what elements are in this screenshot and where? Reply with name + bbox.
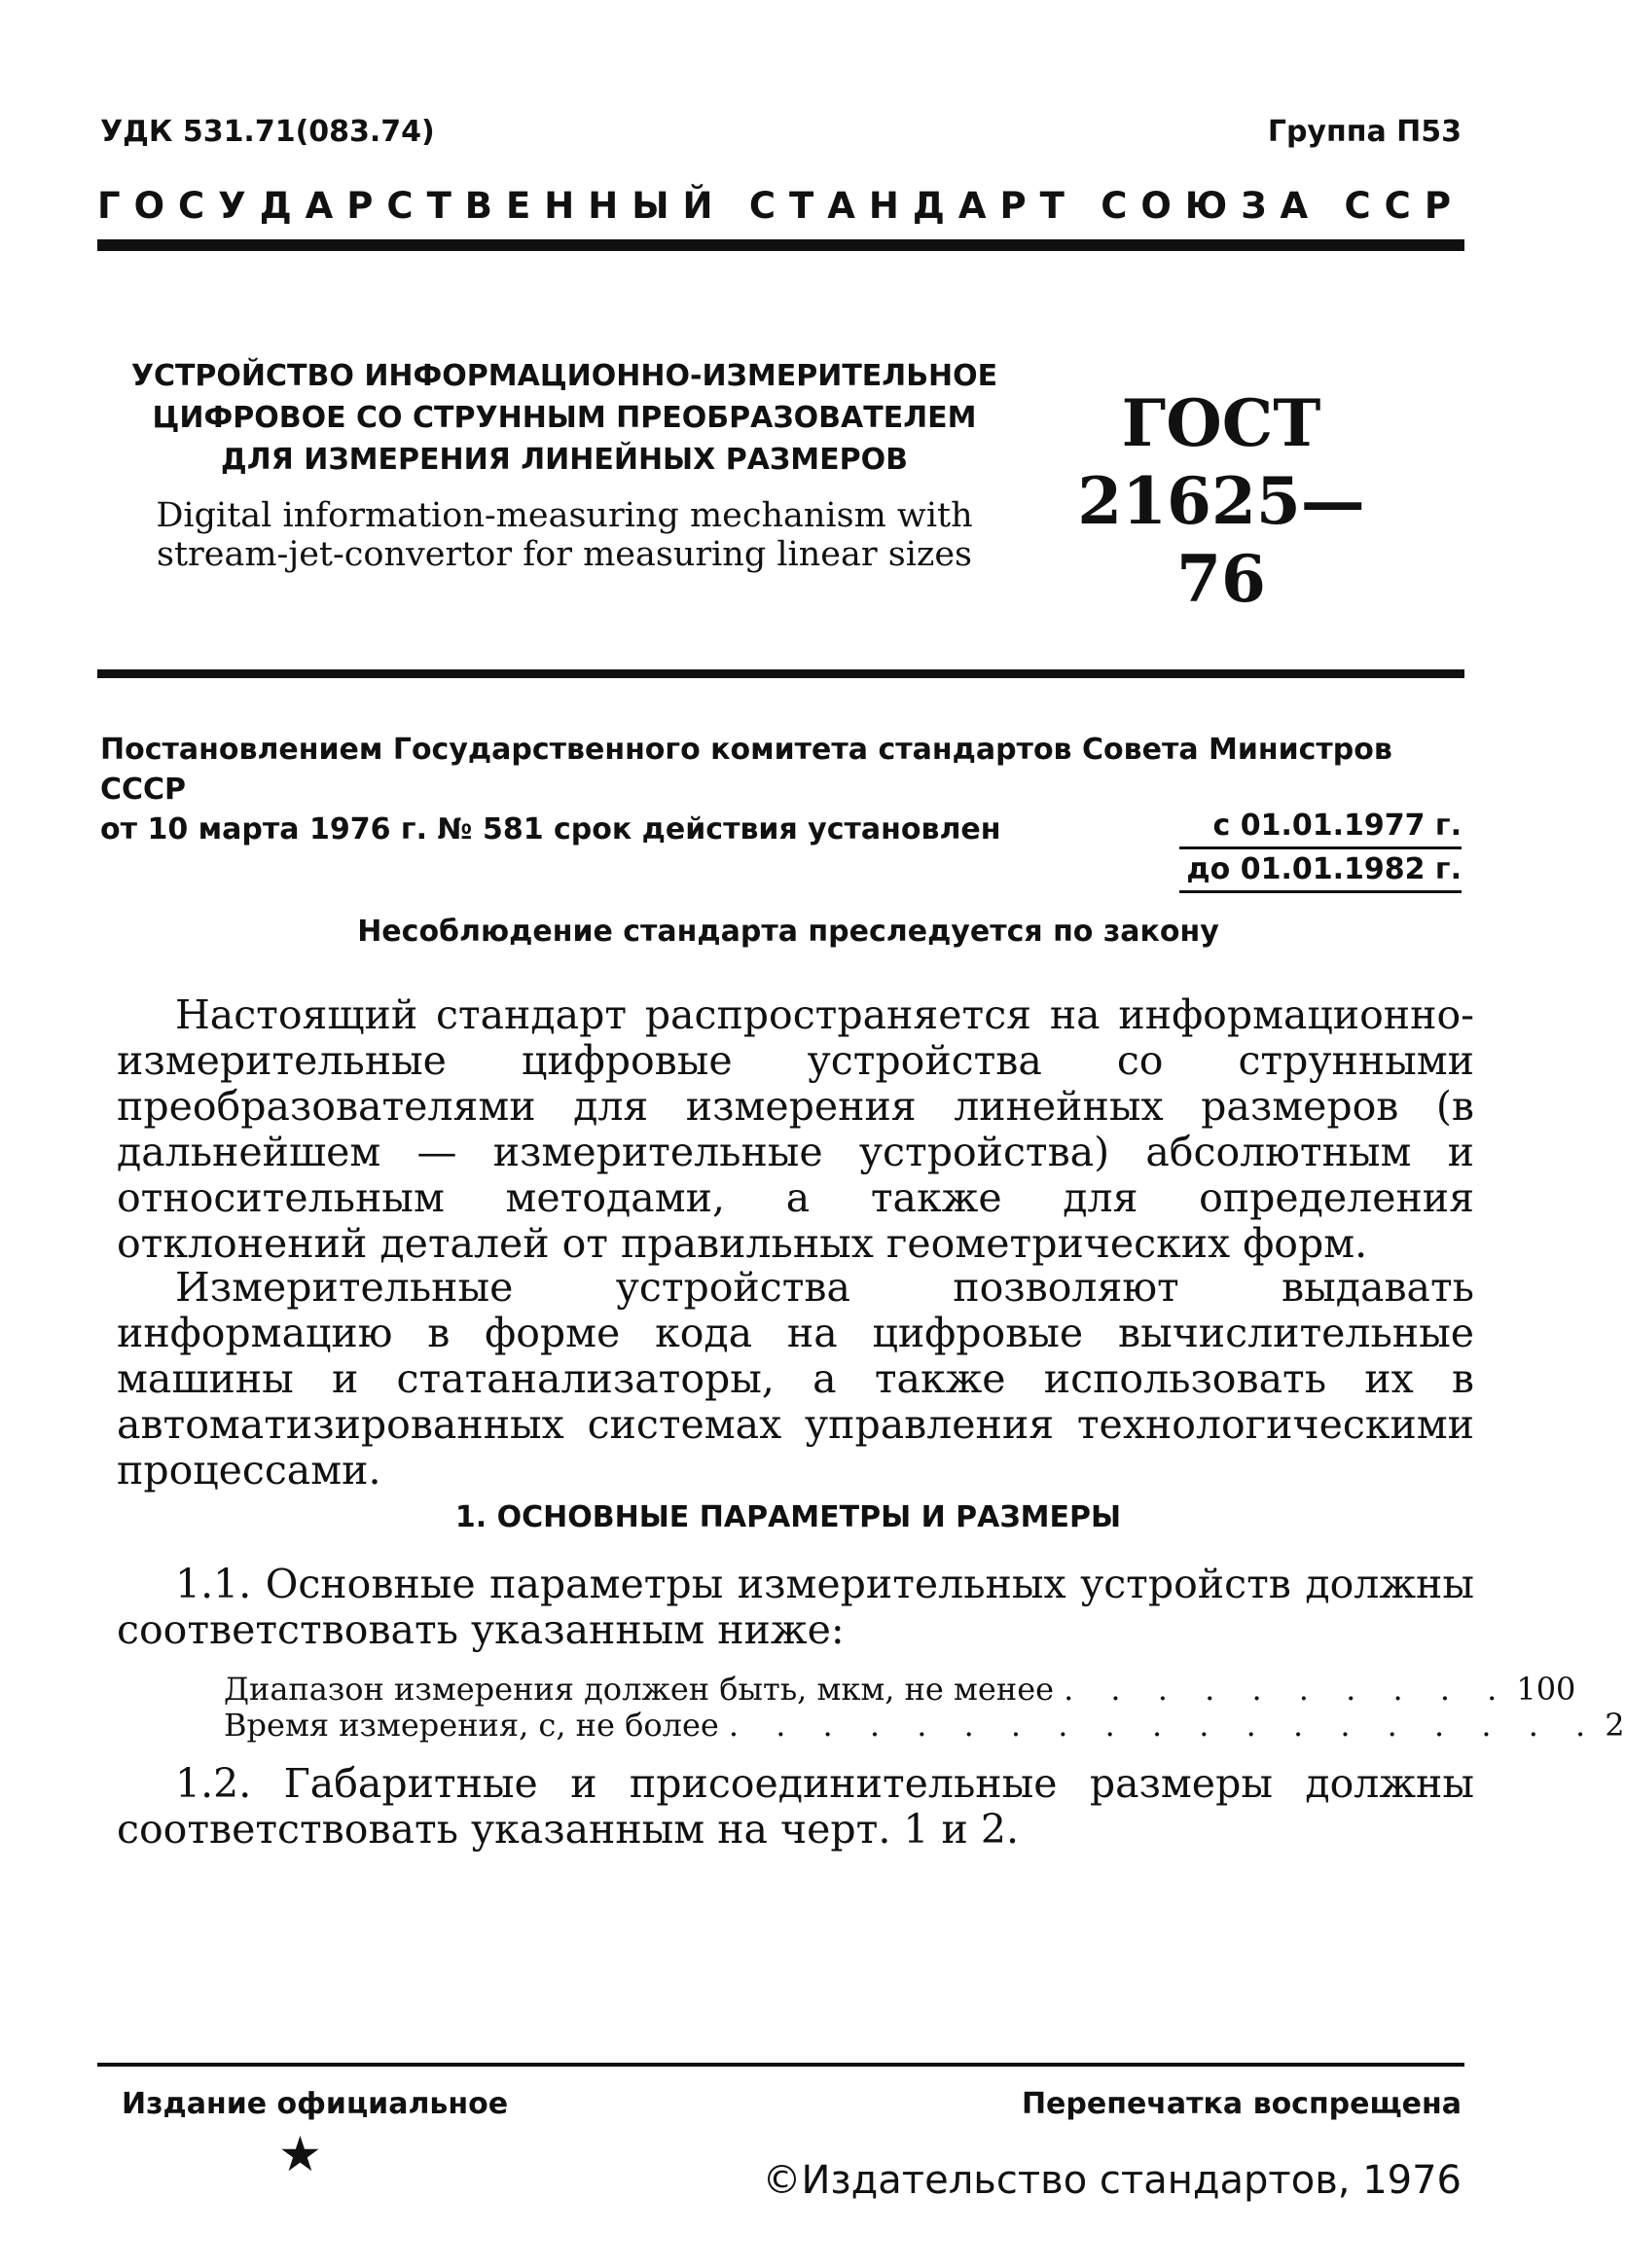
paragraph-1-2: 1.2. Габаритные и присоединительные размеры должны соответствовать указанным на черт. 1 и 2.	[117, 1760, 1474, 1853]
parameter-value: 100	[1516, 1671, 1576, 1708]
title-ru-line-1: УСТРОЙСТВО ИНФОРМАЦИОННО-ИЗМЕРИТЕЛЬНОЕ	[130, 359, 998, 393]
paragraph-usage	[117, 1265, 1474, 1494]
parameter-value: 2	[1605, 1707, 1625, 1744]
parameter-leader-dots: . . . . . . . . . .	[1064, 1671, 1511, 1708]
group-code: Группа П53	[1267, 115, 1462, 149]
copyright: ©Издательство стандартов, 1976	[762, 2158, 1462, 2203]
title-ru-line-2: ЦИФРОВОЕ СО СТРУННЫМ ПРЕОБРАЗОВАТЕЛЕМ	[152, 401, 977, 435]
paragraph-1: Настоящий стандарт распространяется на информационно-измерительные цифровые устройства со струнными преобразователями для измерения линейных размеров (в дальнейшем — измерительные устройства) абсолютным и относительным методами, а также для определения отклонений деталей от правильных геометрических форм.	[117, 991, 1474, 1267]
footer-rule	[97, 2063, 1464, 2067]
parameter-leader-dots: . . . . . . . . . . . . . . . . . . .	[728, 1707, 1600, 1744]
state-standard-word-1: ГОСУДАРСТВЕННЫЙ	[97, 185, 727, 227]
header-rule	[97, 239, 1464, 251]
validity-dates	[1179, 806, 1462, 893]
title-english	[97, 496, 1031, 574]
paragraph-2: Измерительные устройства позволяют выдавать информацию в форме кода на цифровые вычислительные машины и статанализаторы, а также использовать их в автоматизированных системах управления технологическими процессами.	[117, 1264, 1474, 1494]
parameter-label: Диапазон измерения должен быть, мкм, не менее	[224, 1671, 1055, 1708]
decree-line-2: от 10 марта 1976 г. № 581 срок действия установлен	[100, 812, 1001, 846]
decree-line-1: Постановлением Государственного комитета стандартов Совета Министров СССР	[100, 733, 1392, 807]
parameters-list	[224, 1671, 1625, 1744]
state-standard-word-3: СОЮЗА	[1101, 185, 1322, 227]
paragraph-1-1-wrap	[117, 1562, 1474, 1653]
state-standard-word-2: СТАНДАРТ	[748, 185, 1078, 227]
state-standard-heading	[97, 185, 1464, 227]
title-russian	[97, 355, 1031, 481]
udk-code: УДК 531.71(083.74)	[100, 115, 435, 149]
gost-designation	[1065, 384, 1377, 618]
title-rule	[97, 669, 1464, 678]
star-icon: ★	[278, 2126, 322, 2182]
parameter-row	[224, 1707, 1625, 1744]
state-standard-word-4: ССР	[1344, 185, 1464, 227]
official-edition: Издание официальное	[122, 2087, 509, 2121]
title-en-line-2: stream-jet-convertor for measuring linear sizes	[156, 535, 973, 574]
valid-from: с 01.01.1977 г.	[1179, 806, 1462, 849]
valid-to: до 01.01.1982 г.	[1179, 849, 1462, 893]
reprint-notice: Перепечатка воспрещена	[1021, 2087, 1462, 2121]
paragraph-scope	[117, 992, 1474, 1267]
legal-warning: Несоблюдение стандарта преследуется по закону	[357, 915, 1219, 949]
paragraph-1-1: 1.1. Основные параметры измерительных устройств должны соответствовать указанным ниже:	[117, 1561, 1474, 1653]
title-ru-line-3: ДЛЯ ИЗМЕРЕНИЯ ЛИНЕЙНЫХ РАЗМЕРОВ	[221, 443, 908, 477]
title-en-line-1: Digital information-measuring mechanism with	[156, 496, 973, 535]
gost-number: 21625—76	[1077, 463, 1365, 617]
paragraph-1-2-wrap	[117, 1761, 1474, 1853]
parameter-row	[224, 1671, 1576, 1708]
parameter-label: Время измерения, с, не более	[224, 1707, 719, 1744]
section-heading: 1. ОСНОВНЫЕ ПАРАМЕТРЫ И РАЗМЕРЫ	[454, 1500, 1122, 1534]
gost-label: ГОСТ	[1121, 385, 1321, 461]
